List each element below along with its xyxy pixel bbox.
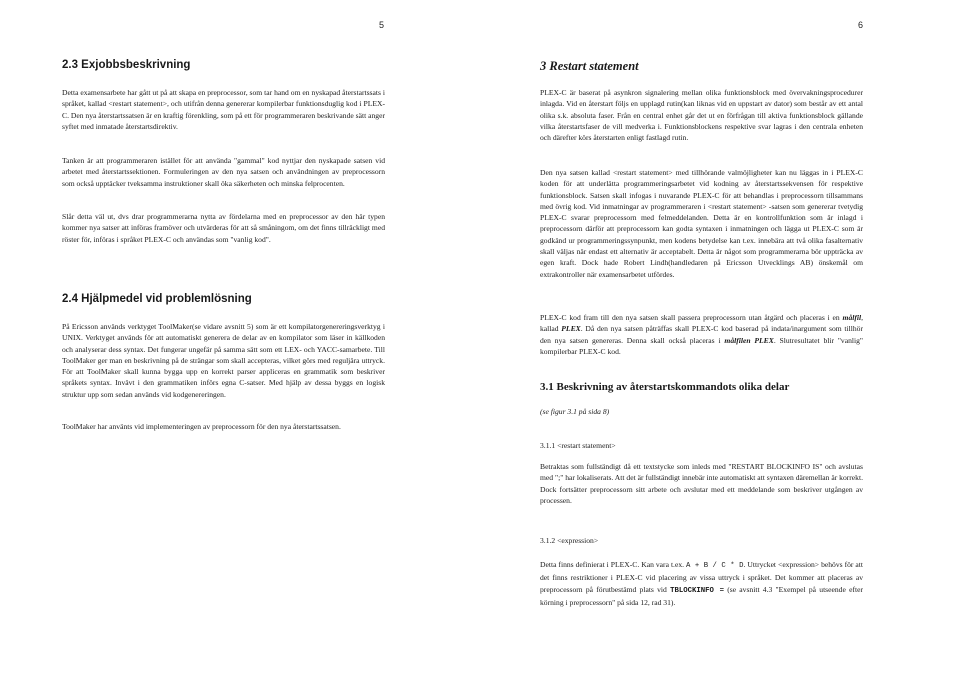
paragraph: Den nya satsen kallad <restart statement> med tillhörande valmöjligheter kan nu läggas in i PLEX-C koden för att underlätta programmeringsarbetet vid kodning av återstartssekvensen för respektive funktionsblock. Satsen skall infogas i nuvarande PLEX-C för att behandlas i preprocessorn tillsammans med övrig kod. Vid inmatningar av programmeraren i <restart statement> -satsen som genererar tvetydig PLEX-C svarar preprocessorn med felmeddelanden. Detta är en kontrollfunktion som är inlagd i preprocessorn därför att preprocessorn kan godta syntaxen i inmatningen och lägga ut PLEX-C som är godkänd ur programmeringssynpunkt, men kodens betydelse kan t.ex. innebära att två olika fasalternativ skall väljas när endast ett alternativ är acceptabelt. Detta är något som programmerarna bör uppträcka av egen kraft. Dock hade Robert Lindh(handledaren på Ericsson Utvecklings AB) önskemål om extrakontroller när examensarbetet utfördes. xyxy=(540,168,863,279)
subsection-heading-3-1-1: 3.1.1 <restart statement> xyxy=(540,441,616,450)
right-page xyxy=(480,0,960,681)
paragraph xyxy=(540,559,863,608)
text-run: , kallad xyxy=(540,313,863,334)
section-heading-2-3: 2.3 Exjobbsbeskrivning xyxy=(62,59,191,71)
page-number: 6 xyxy=(858,20,864,30)
page-number: 5 xyxy=(379,20,385,30)
section-heading-3-1: 3.1 Beskrivning av återstartskommandots olika delar xyxy=(540,381,790,393)
text-run: . Slutresultatet blir "vanlig" kompilerbar PLEX-C kod. xyxy=(540,335,864,356)
text-run: (se avsnitt 4.3 "Exempel på utseende efter körning i preprocessorn" på sida 12, rad 31). xyxy=(540,584,863,607)
paragraph: På Ericsson används verktyget ToolMaker(se vidare avsnitt 5) som är ett kompilatorgenereringsverktyg i UNIX. Verktyget används för att automatiskt generera de delar av en kompilator som läser in källkoden och analyserar dess syntax. Det fungerar ungefär på samma sätt som ett LEX- och YACC-samarbete. Till ToolMaker ger man en beskrivning på de strängar som skall accepteras, vilket görs med reguljära uttryck. För att ToolMaker skall kunna bygga upp en korrekt parser appliceras en grammatik som beskriver språkets syntax. Invävt i den grammatiken införs egna C-satser. Med hjälp av dessa byggs en logisk struktur upp som sedan används vid kodgenereringen. xyxy=(62,322,385,399)
text-run: . Uttrycket <expression> behövs för att det finns restriktioner i PLEX-C vid placering av vissa uttryck i språket. Det kommer att placeras av preprocessorn på förutbestämd plats vid xyxy=(540,560,863,594)
emphasis-target-file-plex: målfilen PLEX xyxy=(724,335,774,345)
text-run: . Då den nya satsen påträffas skall PLEX-C kod baserad på indata/inargument som tillhör den nya satsen genereras. Denna skall också placeras i xyxy=(540,324,863,345)
code-tblockinfo: TBLOCKINFO = xyxy=(670,586,724,595)
text-run: Detta finns definierat i PLEX-C. Kan vara t.ex. xyxy=(540,560,687,569)
emphasis-target-file: målfil xyxy=(842,313,862,322)
paragraph xyxy=(540,312,863,357)
paragraph: ToolMaker har använts vid implementeringen av preprocessorn för den nya återstartssatsen. xyxy=(62,422,341,431)
paragraph: Tanken är att programmeraren istället för att använda "gammal" kod nyttjar den nyskapade satsen vid arbetet med återstartssektionen. Formuleringen av den nya satsen och användningen av preprocessorn som också upptäcker tveksamma instruktioner skall öka säkerheten och minska felprocenten. xyxy=(62,156,385,188)
text-run: PLEX-C kod fram till den nya satsen skall passera preprocessorn utan åtgärd och placeras i en xyxy=(540,313,843,322)
code-expression: A + B / C * D xyxy=(686,562,744,570)
emphasis-plex: PLEX xyxy=(561,324,581,334)
paragraph: PLEX-C är baserat på asynkron signalering mellan olika funktionsblock med övervakningsprocedurer inlagda. Vid en återstart följs en upplagd rutin(kan liknas vid en uppstart av dator) som består av ett antal olika s.k. absoluta faser. Från en central enhet går det ut en förfrågan till aktiva funktionsblock gällande vilka återstartsfaser de vill medverka i. Funktionsblockens respektive svar lagras i den centrala enheten och därefter körs återstarten enligt fastlagd rutin. xyxy=(540,88,863,143)
figure-reference: (se figur 3.1 på sida 8) xyxy=(540,407,610,416)
section-heading-3: 3 Restart statement xyxy=(540,59,639,73)
section-heading-2-4: 2.4 Hjälpmedel vid problemlösning xyxy=(62,293,252,305)
subsection-heading-3-1-2: 3.1.2 <expression> xyxy=(540,536,599,545)
paragraph: Betraktas som fullständigt då ett textstycke som inleds med "RESTART BLOCKINFO IS" och avslutas med ";" har lokaliserats. Att det är fullständigt innebär inte automatiskt att syntaxen däremellan är korrekt. Dock fortsätter preprocessorn sitt arbete och avslutar med ett meddelande som beskriver utgången av processen. xyxy=(540,462,863,505)
paragraph: Slår detta väl ut, dvs drar programmerarna nytta av fördelarna med en preprocessor av den här typen kommer nya satser att införas framöver och utvärderas för att så småningom, om det finns tillräckligt med röster för, införas i språket PLEX-C och användas som "vanlig kod". xyxy=(62,212,385,244)
paragraph: Detta examensarbete har gått ut på att skapa en preprocessor, som tar hand om en nyskapad återstartssats i språket, kallad <restart statement>, och utifrån denna genererar kompilerbar funktionsduglig kod i PLEX-C. Den nya återstartssatsen är en kraftig förenkling, som på ett för programmeraren beskrivande sätt anger syftet med inmatade återstartsdirektiv. xyxy=(62,88,385,131)
